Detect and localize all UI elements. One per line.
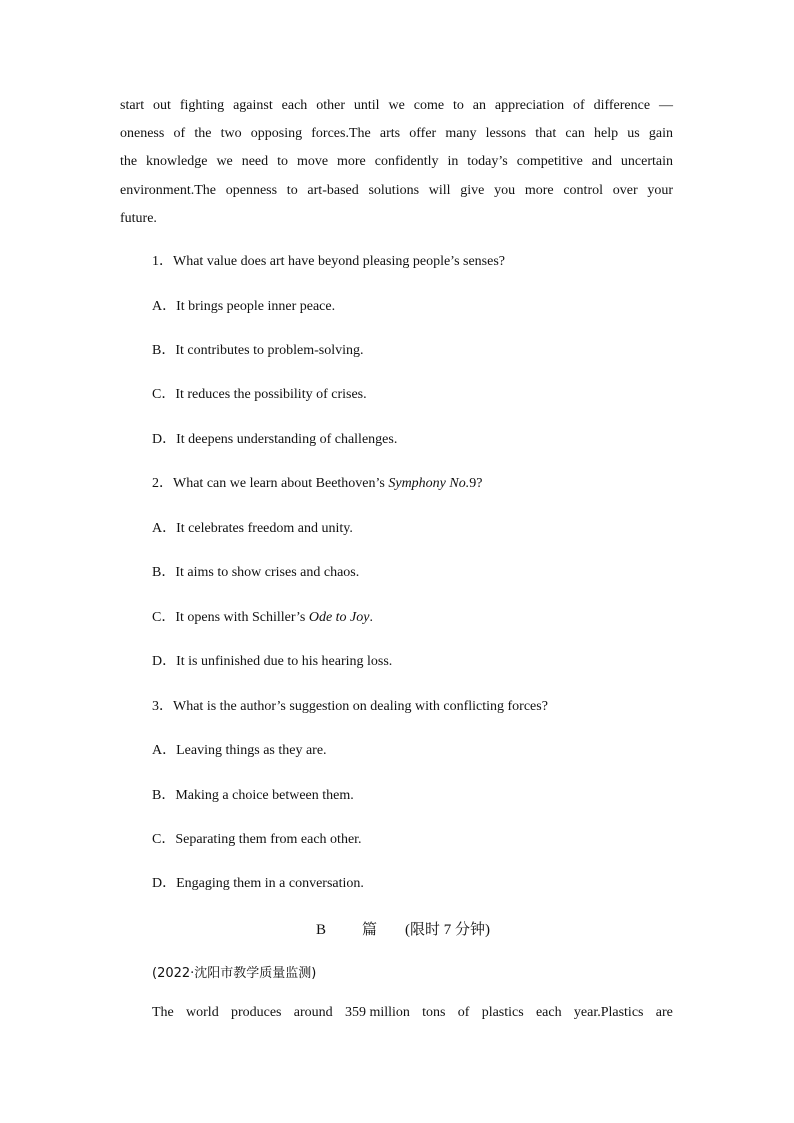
question-2-option-c-suffix: . bbox=[369, 610, 373, 625]
question-2-option-c[interactable] bbox=[152, 608, 373, 628]
passage-a-line-4 bbox=[120, 181, 673, 201]
question-2-stem-prefix: 2．What can we learn about Beethoven’s bbox=[152, 476, 389, 491]
passage-b-word: produces bbox=[230, 1005, 282, 1020]
question-1-option-c[interactable]: C．It reduces the possibility of crises. bbox=[152, 387, 367, 402]
question-1-option-d[interactable]: D．It deepens understanding of challenges. bbox=[152, 432, 398, 447]
section-b-heading bbox=[316, 918, 490, 939]
question-3-option-b[interactable]: B．Making a choice between them. bbox=[152, 788, 354, 803]
passage-b-word: each bbox=[535, 1005, 562, 1020]
passage-b-word: world bbox=[186, 1005, 219, 1020]
question-1-stem: 1．What value does art have beyond pleasing people’s senses? bbox=[152, 254, 506, 269]
source-citation: (2022·沈阳市教学质量监测) bbox=[152, 966, 317, 981]
passage-b-word: of bbox=[457, 1005, 470, 1020]
question-2-stem-suffix: 9? bbox=[469, 476, 483, 491]
passage-a-line-3 bbox=[120, 152, 673, 172]
section-b-pian: 篇 bbox=[362, 922, 378, 938]
question-1-option-b[interactable]: B．It contributes to problem-solving. bbox=[152, 343, 364, 358]
question-2-option-a[interactable]: A．It celebrates freedom and unity. bbox=[152, 521, 353, 536]
question-3-option-c[interactable]: C．Separating them from each other. bbox=[152, 832, 362, 847]
passage-a-line-1-text: start out fighting against each other until we come to an appreciation of difference — bbox=[120, 98, 673, 113]
passage-a-line-4-text: environment.The openness to art-based solutions will give you more control over your bbox=[120, 183, 673, 198]
passage-b-word: The bbox=[152, 1005, 174, 1020]
question-2-option-b[interactable]: B．It aims to show crises and chaos. bbox=[152, 565, 360, 580]
passage-a-line-1 bbox=[120, 96, 673, 116]
passage-b-word: around bbox=[293, 1005, 333, 1020]
question-1-option-a[interactable]: A．It brings people inner peace. bbox=[152, 299, 336, 314]
question-2-option-c-italic: Ode to Joy bbox=[308, 610, 370, 625]
passage-a-line-2-text: oneness of the two opposing forces.The arts offer many lessons that can help us gain bbox=[120, 126, 673, 141]
passage-b-word: 359 million bbox=[344, 1005, 410, 1020]
question-2-stem bbox=[152, 474, 482, 494]
passage-b-word: are bbox=[655, 1005, 673, 1020]
passage-a-line-2 bbox=[120, 124, 673, 144]
passage-b-word: tons bbox=[422, 1005, 446, 1020]
passage-b-word: year.Plastics bbox=[573, 1005, 644, 1020]
section-b-letter: B bbox=[316, 922, 327, 938]
section-b-time-limit: (限时 7 分钟) bbox=[405, 922, 491, 938]
question-2-option-d[interactable]: D．It is unfinished due to his hearing loss. bbox=[152, 654, 393, 669]
question-3-option-a[interactable]: A．Leaving things as they are. bbox=[152, 743, 327, 758]
question-3-option-d[interactable]: D．Engaging them in a conversation. bbox=[152, 876, 364, 891]
passage-a-line-5: future. bbox=[120, 211, 157, 226]
question-3-stem: 3．What is the author’s suggestion on dealing with conflicting forces? bbox=[152, 699, 548, 714]
passage-a-line-3-text: the knowledge we need to move more confidently in today’s competitive and uncertain bbox=[120, 154, 673, 169]
passage-b-word: plastics bbox=[481, 1005, 524, 1020]
question-2-option-c-prefix: C．It opens with Schiller’s bbox=[152, 610, 309, 625]
passage-b-line-1 bbox=[152, 1003, 673, 1023]
question-2-stem-italic: Symphony No. bbox=[388, 476, 470, 491]
